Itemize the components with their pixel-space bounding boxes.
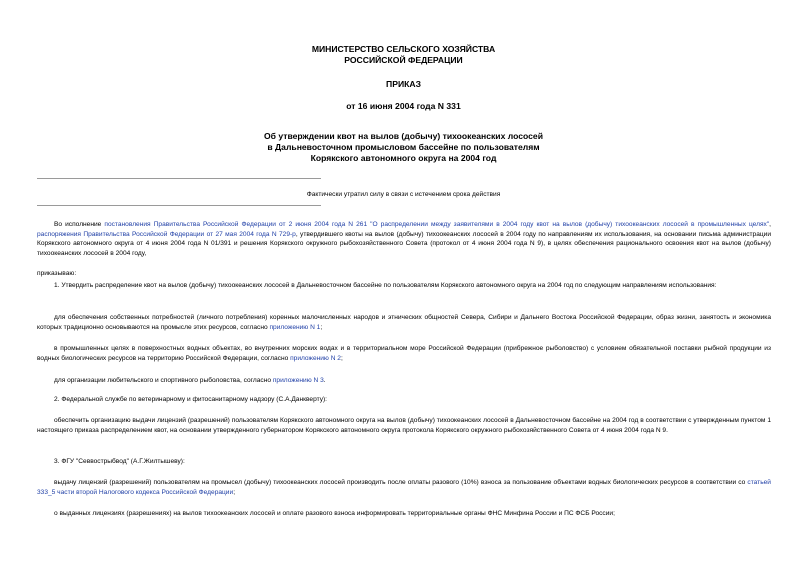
preamble — [37, 220, 771, 258]
item-1a-tail: ; — [320, 323, 323, 331]
divider-top — [37, 178, 321, 179]
item-3a-tail: ; — [233, 488, 236, 496]
title-line-1: Об утверждении квот на вылов (добычу) тихоокеанских лососей — [264, 131, 543, 141]
preamble-text-3: , утвердившего квоты на вылов (добычу) тихоокеанских лососей в 2004 году по направлениям их использования, на основании письма администрации Корякского автономного округа от 4 июня 2004 года N 01/391 и решения Корякского окружного рыбохозяйственного Совета (протокол от 4 июня 2004 года N 9), в целях обеспечения рационального освоения квот на вылов (добычу) тихоокеанских лососей в 2004 году, — [37, 230, 772, 257]
divider-bottom — [37, 205, 321, 206]
appendix-2-link[interactable]: приложению N 2 — [290, 354, 341, 362]
item-3a — [37, 478, 771, 497]
title-line-2: в Дальневосточном промысловом бассейне по пользователям — [267, 142, 540, 152]
item-1: 1. Утвердить распределение квот на вылов (добычу) тихоокеанских лососей в Дальневосточном бассейне по пользователям Корякского автономного округа на 2004 год по следующим направлениям использования: — [54, 282, 717, 289]
resolution-261-link[interactable]: постановления Правительства Российской Федерации от 2 июня 2004 года N 261 "О распределении между заявителями в 2004 году квот на вылов (добычу) тихоокеанских лососей в промышленных целях" — [104, 221, 770, 228]
doc-type: ПРИКАЗ — [386, 79, 421, 89]
item-1a — [37, 313, 771, 332]
order-729r-link[interactable]: распоряжения Правительства Российской Федерации от 27 мая 2004 года N 729-р — [37, 230, 296, 238]
title-line-3: Корякского автономного округа на 2004 год — [310, 153, 497, 163]
order-word: приказываю: — [37, 270, 77, 277]
preamble-text-2: , — [769, 221, 771, 228]
appendix-3-link[interactable]: приложению N 3 — [272, 377, 324, 384]
item-3b: о выданных лицензиях (разрешениях) на вылов тихоокеанских лососей и оплате разового взноса информировать территориальные органы ФНС Минфина России и ПС ФСБ России; — [54, 510, 615, 517]
tax-code-333-5-link[interactable]: статьей 333_5 части второй Налогового кодекса Российской Федерации — [37, 479, 771, 496]
item-1c — [37, 376, 771, 386]
item-2a: обеспечить организацию выдачи лицензий (разрешений) пользователям Корякского автономного округа на вылов (добычу) тихоокеанских лососей в Дальневосточном бассейне на 2004 год в соответствии с утвержденным пунктом 1 настоящего приказа распределением квот, на основании утвержденного губернатором Корякского автономного округа протокола Корякского окружного рыбохозяйственного Совета от 4 июня 2004 года N 9. — [37, 417, 771, 434]
item-2: 2. Федеральной службе по ветеринарному и фитосанитарному надзору (С.А.Данкверту): — [54, 396, 328, 403]
status-note: Фактически утратил силу в связи с истечением срока действия — [306, 191, 501, 198]
appendix-1-link[interactable]: приложению N 1 — [269, 323, 321, 331]
ministry-line-1: МИНИСТЕРСТВО СЕЛЬСКОГО ХОЗЯЙСТВА — [311, 44, 496, 54]
item-1b-text: в промышленных целях в поверхностных водных объектах, во внутренних морских водах и в территориальном море Российской Федерации (прибрежное рыболовство) с условием обязательной поставки рыбной продукции из водных биологических ресурсов на территорию Российской Федерации, согласно — [37, 345, 771, 362]
preamble-text-1: Во исполнение — [54, 221, 105, 228]
item-3a-text: выдачу лицензий (разрешений) пользователям на промысел (добычу) тихоокеанских лососей производить после оплаты разового (10%) взноса за пользование объектами водных биологических ресурсов в соответствии со — [54, 479, 748, 486]
date-number: от 16 июня 2004 года N 331 — [346, 101, 461, 111]
item-1b — [37, 344, 771, 363]
item-1c-tail: . — [323, 377, 326, 384]
item-3: 3. ФГУ "Севвострыбвод" (А.Г.Жилтышеву): — [54, 458, 185, 465]
item-1b-tail: ; — [340, 354, 343, 362]
item-1a-text: для обеспечения собственных потребностей (личного потребления) коренных малочисленных народов и этнических общностей Севера, Сибири и Дальнего Востока Российской Федерации, образ жизни, занятость и экономика которых традиционно основываются на промысле этих ресурсов, согласно — [37, 314, 771, 331]
ministry-line-2: РОССИЙСКОЙ ФЕДЕРАЦИИ — [344, 55, 463, 65]
item-1c-text: для организации любительского и спортивного рыболовства, согласно — [54, 377, 273, 384]
